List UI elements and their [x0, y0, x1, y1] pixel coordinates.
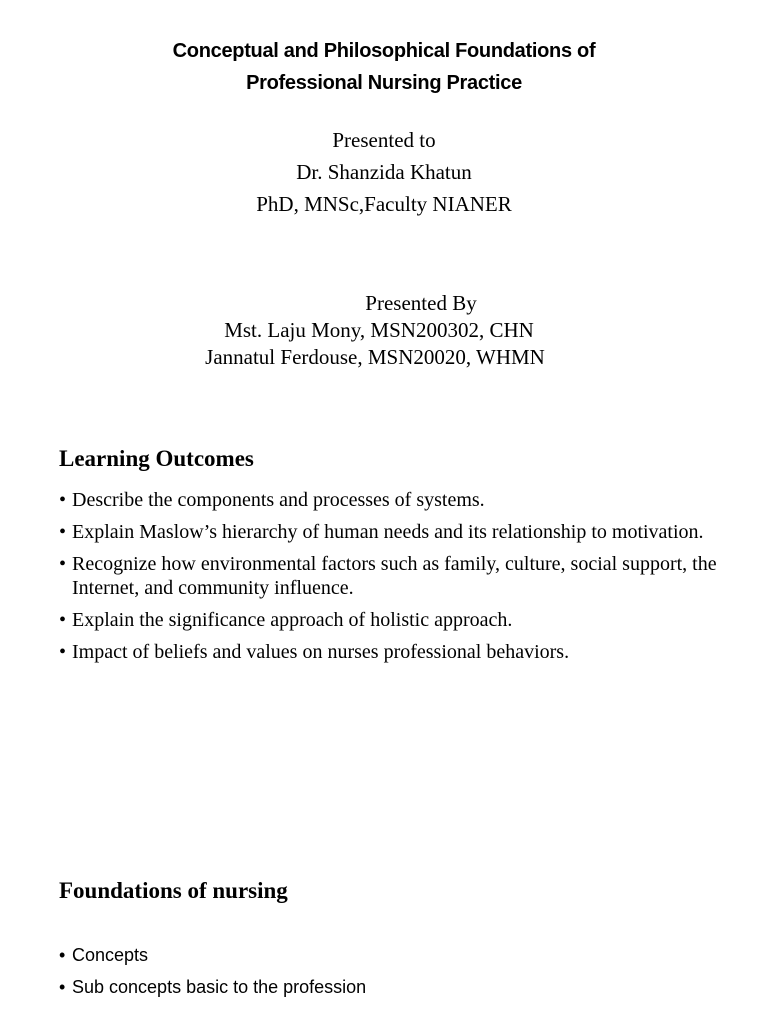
presented-by-block [0, 290, 768, 371]
foundations-heading: Foundations of nursing [59, 878, 288, 903]
list-item-text: Impact of beliefs and values on nurses professional behaviors. [72, 641, 570, 663]
title-line-1: Conceptual and Philosophical Foundations of [172, 40, 596, 62]
list-item-text: Describe the components and processes of systems. [72, 489, 485, 511]
foundations-list [59, 942, 719, 1006]
list-item [59, 942, 719, 968]
presented-to-label: Presented to [332, 128, 436, 152]
bullet-icon: • [59, 489, 67, 511]
list-item [59, 640, 719, 664]
bullet-icon: • [59, 553, 67, 575]
presenter-1: Mst. Laju Mony, MSN200302, CHN [224, 318, 534, 342]
list-item [59, 520, 719, 544]
list-item-text: Explain Maslow’s hierarchy of human needs and its relationship to motivation. [72, 521, 704, 543]
bullet-icon: • [59, 945, 66, 965]
list-item [59, 552, 719, 600]
presenter-2: Jannatul Ferdouse, MSN20020, WHMN [205, 345, 545, 369]
document-title [0, 35, 768, 99]
list-item [59, 488, 719, 512]
bullet-icon: • [59, 609, 67, 631]
list-item [59, 974, 719, 1000]
presented-to-credentials: PhD, MNSc,Faculty NIANER [256, 192, 512, 216]
bullet-icon: • [59, 641, 67, 663]
list-item [59, 608, 719, 632]
learning-outcomes-list [59, 488, 719, 672]
title-line-2: Professional Nursing Practice [246, 72, 522, 94]
bullet-icon: • [59, 521, 67, 543]
list-item-text: Explain the significance approach of holistic approach. [72, 609, 513, 631]
presented-by-label: Presented By [365, 291, 477, 315]
presented-to-name: Dr. Shanzida Khatun [296, 160, 472, 184]
presented-to-block [0, 124, 768, 220]
learning-outcomes-heading: Learning Outcomes [59, 446, 254, 471]
bullet-icon: • [59, 977, 66, 997]
list-item-text: Concepts [72, 945, 149, 965]
list-item-text: Sub concepts basic to the profession [72, 977, 367, 997]
list-item-text: Recognize how environmental factors such as family, culture, social support, the Internet, and community influence. [72, 553, 717, 599]
